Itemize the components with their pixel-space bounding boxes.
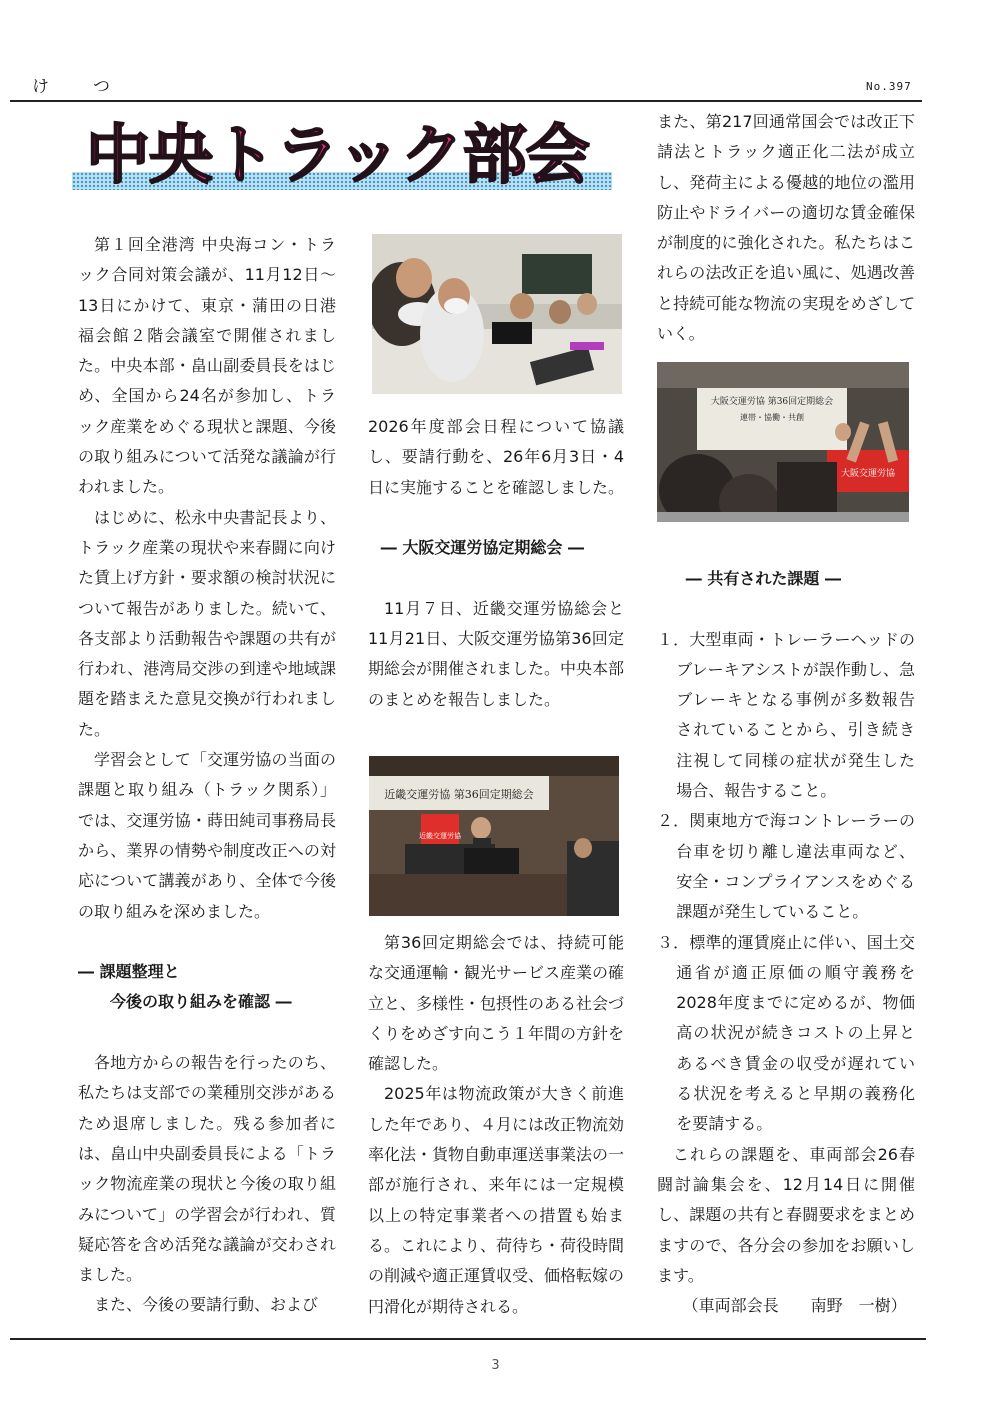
- column-2-upper: [368, 412, 624, 715]
- kinki-podium-banner-text: 近畿交運労協: [419, 832, 461, 840]
- spacer: [657, 594, 915, 624]
- spacer: [78, 1018, 336, 1048]
- osaka-red-banner-text: 大阪交運労協: [840, 469, 896, 479]
- footer-rule: [10, 1338, 926, 1340]
- osaka-general-meeting-photo: [657, 362, 909, 522]
- subheading: ― 共有された課題 ―: [685, 569, 841, 588]
- paragraph: 第１回全港湾 中央海コン・トラック合同対策会議が、11月12日～13日にかけて、東京・蒲田の日港福会館２階会議室で開催されました。中央本部・畠山副委員長をはじめ、全国から24名が参加し、トラック産業をめぐる現状と課題、今後の取り組みについて活発な議論が行われました。: [78, 235, 336, 497]
- column-2-lower: [368, 928, 624, 1322]
- spacer: [368, 563, 624, 593]
- paragraph: 2026年度部会日程について協議し、要請行動を、26年6月3日・4日に実施することを確認しました。: [368, 417, 625, 497]
- list-item: ３．標準的運賃廃止に伴い、国土交通省が適正原価の順守義務を2028年度までに定めるが、物価高の状況が続きコストの上昇とあるべき賃金の収受が遅れている状況を考えると早期の義務化を要請する。: [657, 932, 915, 1134]
- column-3-upper: [657, 107, 915, 349]
- column-1: [78, 230, 336, 1321]
- paragraph: 11月７日、近畿交運労協総会と11月21日、大阪交運労協第36回定期総会が開催されました。中央本部のまとめを報告しました。: [368, 598, 625, 709]
- subheading: ― 大阪交運労協定期総会 ―: [380, 538, 584, 558]
- list-item: ２．関東地方で海コントレーラーの台車を切り離し違法車両など、安全・コンプライアンスをめぐる課題が発生していること。: [657, 811, 915, 922]
- paragraph: これらの課題を、車両部会26春闘討論集会を、12月14日に開催し、課題の共有と春闘要求をまとめますので、各分会の参加をお願いします。: [657, 1144, 915, 1285]
- signature: （車両部会長 南野 一樹）: [682, 1296, 907, 1316]
- header-left: けつ: [32, 77, 154, 97]
- list-item: １．大型車両・トレーラーヘッドのブレーキアシストが誤作動し、急ブレーキとなる事例が多数報告されていることから、引き続き注視して同様の症状が発生した場合、報告すること。: [657, 629, 915, 801]
- column-3-lower: [657, 564, 915, 1321]
- paragraph: はじめに、松永中央書記長より、トラック産業の現状や来春闘に向けた賃上げ方針・要求額の検討状況について報告がありました。続いて、各支部より活動報告や課題の共有が行われ、港湾局交渉の到達や地域課題を踏まえた意見交換が行われました。: [78, 507, 336, 739]
- osaka-banner-subtext: 連帯・協働・共創: [740, 413, 804, 422]
- paragraph: また、今後の要請行動、および: [94, 1295, 319, 1315]
- paragraph: また、第217回通常国会では改正下請法とトラック適正化二法が成立し、発荷主による優越的地位の濫用防止やドライバーの適切な賃金確保が制度的に強化された。私たちはこれらの法改正を追い風に、処遇改善と持続可能な物流の実現をめざしていく。: [657, 112, 915, 344]
- paragraph: 2025年は物流政策が大きく前進した年であり、４月には改正物流効率化法・貨物自動車運送事業法の一部が施行され、来年には一定規模以上の特定事業者への措置も始まる。これにより、荷待ち・荷役時間の削減や適正運賃収受、価格転嫁の円滑化が期待される。: [368, 1084, 625, 1316]
- header-rule: [10, 100, 922, 102]
- spacer: [368, 503, 624, 533]
- page-number: 3: [491, 1358, 500, 1373]
- paragraph: 学習会として「交運労協の当面の課題と取り組み（トラック関系）」では、交運労協・蒔田純司事務局長から、業界の情勢や制度改正への対応について講義があり、全体で今後の取り組みを深めました。: [78, 750, 336, 921]
- kinki-banner-text: 近畿交運労協 第36回定期総会: [384, 788, 534, 801]
- spacer: [78, 927, 336, 957]
- page-title: 中央トラック部会: [86, 119, 589, 193]
- subheading-line-1: ― 課題整理と: [78, 962, 180, 982]
- osaka-banner-text: 大阪交運労協 第36回定期総会: [710, 397, 834, 407]
- kinki-general-meeting-photo: [369, 756, 619, 916]
- subheading-line-2: 今後の取り組みを確認 ―: [110, 992, 292, 1012]
- paragraph: 各地方からの報告を行ったのち、私たちは支部での業種別交渉があるため退席しました。残る参加者には、畠山中央副委員長による「トラック物流産業の現状と今後の取り組みについて」の学習会が行われ、質疑応答を含め活発な議論が交わされました。: [78, 1053, 336, 1285]
- meeting-photo: [372, 234, 622, 394]
- title-block: [72, 116, 612, 200]
- issue-number: No.397: [866, 80, 912, 93]
- paragraph: 第36回定期総会では、持続可能な交通運輸・観光サービス産業の確立と、多様性・包摂性のある社会づくりをめざす向こう１年間の方針を確認した。: [368, 933, 625, 1074]
